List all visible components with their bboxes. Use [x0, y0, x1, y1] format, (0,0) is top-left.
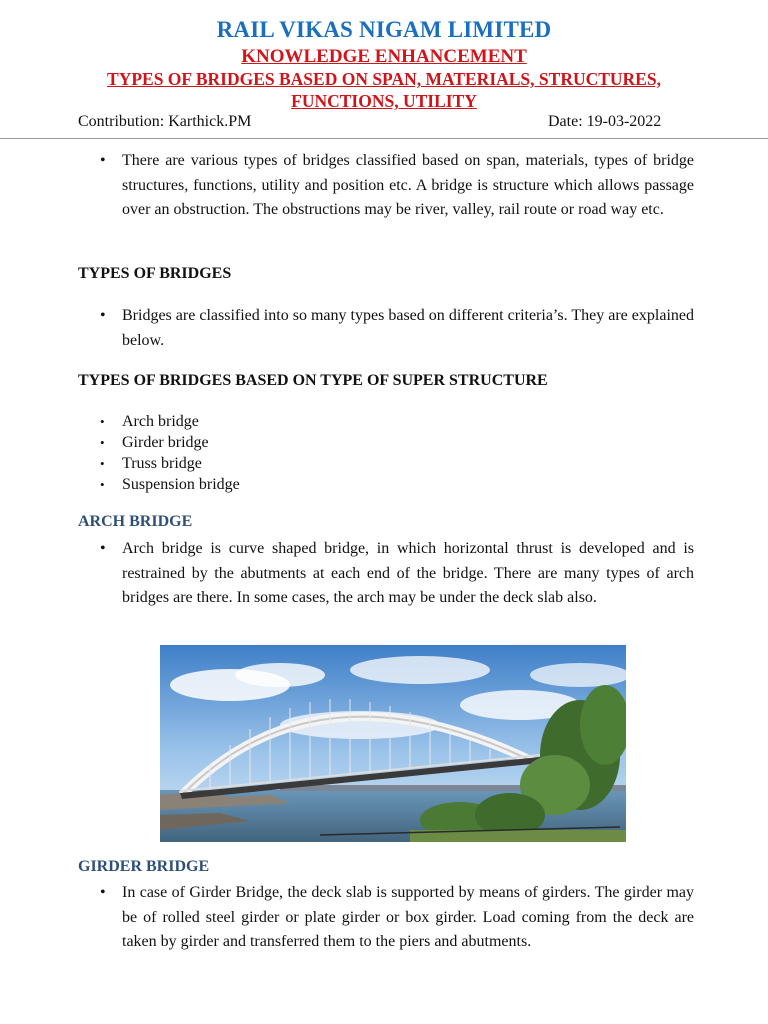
- list-item: • Truss bridge: [100, 455, 202, 472]
- list-item: • Girder bridge: [100, 434, 209, 451]
- girder-bullet: [100, 881, 694, 955]
- header-divider: [0, 138, 768, 139]
- girder-text: In case of Girder Bridge, the deck slab is supported by means of girders. The girder may be of rolled steel girder or plate girder or box girder. Load coming from the deck are taken by girder and transferred them to the piers and abutments.: [122, 884, 694, 950]
- list-item: • Suspension bridge: [100, 476, 240, 493]
- contribution-text: Contribution: Karthick.PM: [78, 113, 252, 130]
- intro-bullet: [100, 149, 694, 223]
- org-title: RAIL VIKAS NIGAM LIMITED: [216, 17, 552, 42]
- types-bullet: [100, 304, 694, 353]
- arch-bridge-photo: [160, 645, 626, 842]
- date-text: Date: 19-03-2022: [548, 113, 662, 130]
- types-of-bridges-heading: TYPES OF BRIDGES: [78, 265, 232, 282]
- bullet-icon: •: [100, 414, 105, 429]
- types-text: Bridges are classified into so many types based on different criteria’s. They are explained below.: [122, 307, 694, 349]
- bullet-icon: •: [100, 477, 105, 492]
- super-structure-heading: TYPES OF BRIDGES BASED ON TYPE OF SUPER STRUCTURE: [78, 372, 548, 389]
- list-item: • Arch bridge: [100, 413, 199, 430]
- arch-bridge-heading: ARCH BRIDGE: [78, 513, 193, 530]
- knowledge-enhancement-title: KNOWLEDGE ENHANCEMENT: [241, 46, 527, 67]
- arch-bullet: [100, 537, 694, 611]
- bullet-icon: •: [100, 540, 106, 557]
- bullet-icon: •: [100, 456, 105, 471]
- bullet-icon: •: [100, 435, 105, 450]
- bullet-icon: •: [100, 884, 106, 901]
- girder-bridge-heading: GIRDER BRIDGE: [78, 858, 210, 875]
- arch-text: Arch bridge is curve shaped bridge, in which horizontal thrust is developed and is restrained by the abutments at each end of the bridge. There are many types of arch bridges are there. In some cases, the arch may be under the deck slab also.: [122, 540, 694, 606]
- super-structure-list: [100, 411, 240, 495]
- topic-title: TYPES OF BRIDGES BASED ON SPAN, MATERIALS, STRUCTURES, FUNCTIONS, UTILITY: [107, 69, 661, 111]
- intro-text: There are various types of bridges classified based on span, materials, types of bridge structures, functions, utility and position etc. A bridge is structure which allows passage over an obstruction. The obstructions may be river, valley, rail route or road way etc.: [122, 152, 694, 218]
- bullet-icon: •: [100, 152, 106, 169]
- bullet-icon: •: [100, 307, 106, 324]
